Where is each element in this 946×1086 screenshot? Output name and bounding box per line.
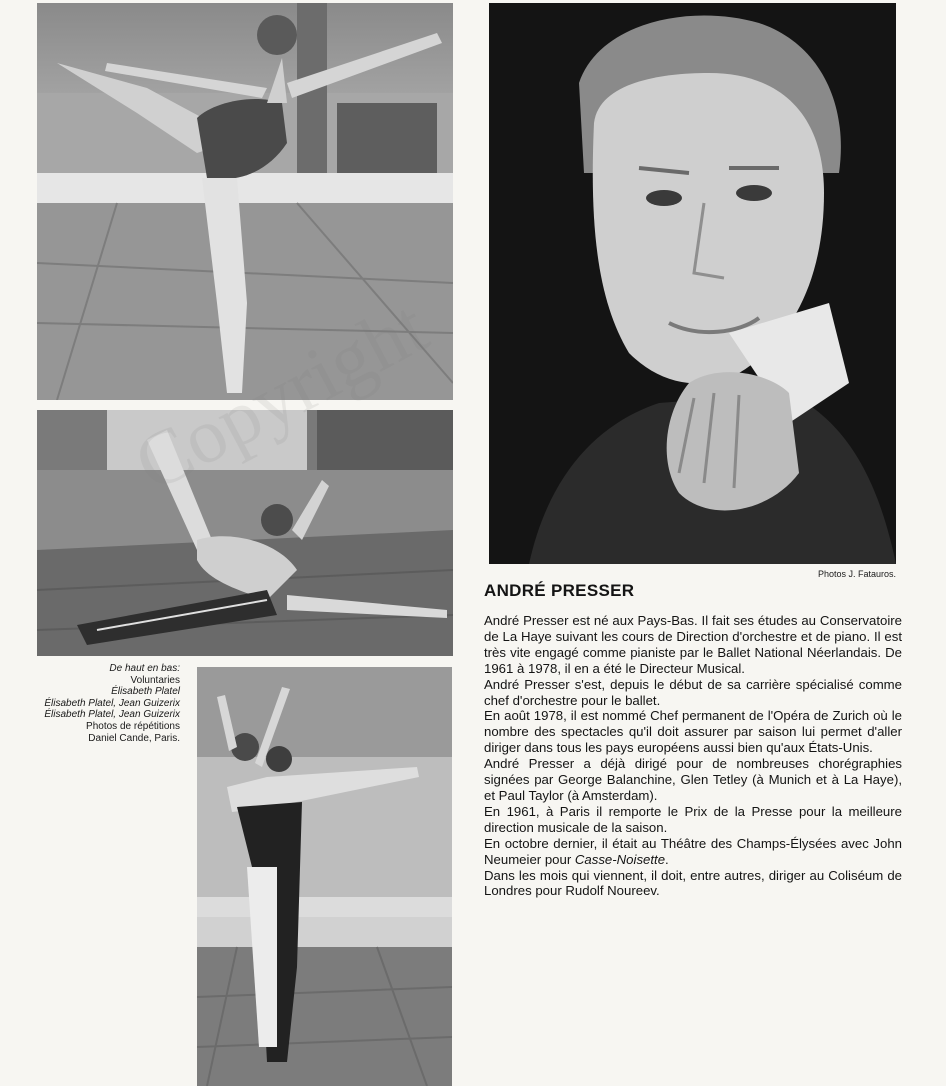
photo-caption xyxy=(40,663,180,744)
article-paragraph: En août 1978, il est nommé Chef permanent de l'Opéra de Zurich où le nombre des spectacles qu'il doit assurer par saison lui permet d'aller diriger dans tous les pays européens aussi bien qu'aux États-Unis. xyxy=(484,708,902,756)
article-text: En octobre dernier, il était au Théâtre des Champs-Élysées avec John Neumeier pour xyxy=(484,835,902,867)
work-title: Casse-Noisette xyxy=(574,851,666,867)
caption-line: Élisabeth Platel xyxy=(111,686,180,698)
article-paragraph: Dans les mois qui viennent, il doit, entre autres, diriger au Coliséum de Londres pour Rudolf Noureev. xyxy=(484,867,902,899)
article-paragraph: André Presser s'est, depuis le début de sa carrière spécialisé comme chef d'orchestre pour le ballet. xyxy=(484,676,902,708)
ballet-photo-floor xyxy=(37,410,453,656)
article-paragraph: André Presser a déjà dirigé pour de nombreuses chorégraphies signées par George Balanchine, Glen Tetley (à Munich et à La Haye), et Paul Taylor (à Amsterdam). xyxy=(484,756,902,803)
caption-line: Photos de répétitions xyxy=(86,720,180,732)
ballet-photo-partnering xyxy=(197,667,452,1086)
caption-line: Élisabeth Platel, Jean Guizerix xyxy=(44,697,180,709)
photo-credit: Photos J. Fatauros. xyxy=(817,569,896,579)
article-title: ANDRÉ PRESSER xyxy=(484,581,635,600)
article-paragraph: En 1961, à Paris il remporte le Prix de la Presse pour la meilleure direction musicale de la saison. xyxy=(484,803,902,835)
article-body xyxy=(484,613,902,899)
portrait-andre-presser xyxy=(489,3,896,564)
caption-line: Voluntaries xyxy=(130,674,180,686)
caption-lead: De haut en bas: xyxy=(109,663,180,674)
article-text: . xyxy=(665,851,669,867)
caption-line: Élisabeth Platel, Jean Guizerix xyxy=(44,709,180,721)
caption-line: Daniel Cande, Paris. xyxy=(88,732,180,744)
article-paragraph: André Presser est né aux Pays-Bas. Il fait ses études au Conservatoire de La Haye suivant les cours de Direction d'orchestre et de piano. Il est très vite engagé comme pianiste par le Ballet National Néerlandais. De 1961 à 1978, il en a été le Directeur Musical. xyxy=(484,613,902,676)
article-paragraph xyxy=(484,836,902,868)
ballet-photo-arabesque xyxy=(37,3,453,400)
